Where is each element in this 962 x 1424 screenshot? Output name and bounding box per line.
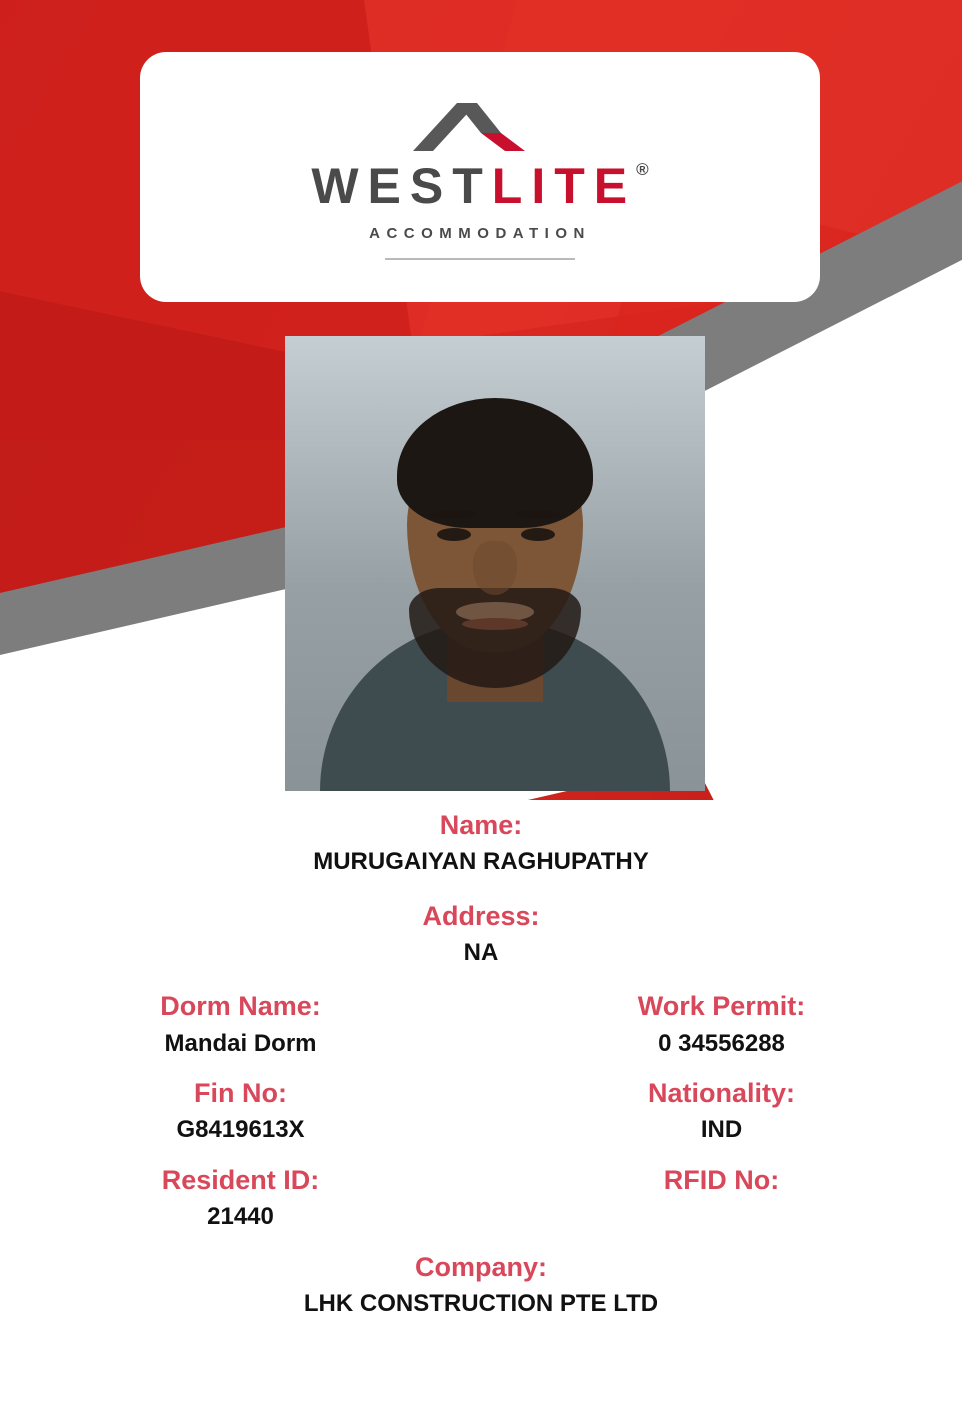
nationality-value: IND	[700, 1116, 743, 1144]
field-work-permit	[481, 987, 962, 1060]
address-label: Address:	[422, 900, 540, 931]
photo-mouth	[462, 618, 528, 630]
fin-no-label: Fin No:	[194, 1078, 287, 1109]
company-value: LHK CONSTRUCTION PTE LTD	[303, 1290, 659, 1318]
dorm-name-label: Dorm Name:	[160, 991, 321, 1022]
address-value: NA	[463, 938, 499, 966]
company-label: Company:	[414, 1252, 547, 1283]
photo-eye-right	[521, 528, 555, 541]
rfid-no-value	[481, 1200, 962, 1234]
resident-id-value: 21440	[207, 1203, 274, 1231]
spacer	[0, 973, 962, 987]
field-nationality	[481, 1074, 962, 1147]
name-label: Name:	[439, 810, 523, 840]
brand-subtitle: ACCOMMODATION	[369, 224, 591, 242]
logo-plate	[140, 52, 820, 302]
resident-photo	[285, 336, 705, 791]
westlite-roof-logo-icon	[405, 95, 555, 157]
wordmark-lite: LITE	[491, 157, 637, 214]
photo-nose	[473, 541, 517, 595]
brand-wordmark	[311, 157, 649, 214]
field-fin-no	[0, 1074, 481, 1147]
photo-eye-left	[437, 528, 471, 541]
details-row-3	[0, 1161, 962, 1248]
details-row-1	[0, 987, 962, 1074]
details-row-2	[0, 1074, 962, 1161]
dorm-name-value: Mandai Dorm	[164, 1029, 317, 1057]
rfid-no-label: RFID No:	[663, 1164, 780, 1195]
field-dorm-name	[0, 987, 481, 1060]
photo-eyebrow-left	[431, 510, 477, 519]
field-company	[0, 1248, 962, 1321]
photo-eyebrow-right	[515, 510, 561, 519]
work-permit-value: 0 34556288	[658, 1029, 785, 1057]
details-section	[0, 806, 962, 1325]
work-permit-label: Work Permit:	[637, 991, 806, 1022]
wordmark-west: WEST	[311, 157, 492, 214]
name-value: MURUGAIYAN RAGHUPATHY	[313, 848, 649, 876]
logo-divider	[385, 258, 575, 260]
field-name	[0, 806, 962, 879]
resident-id-label: Resident ID:	[161, 1164, 320, 1195]
registered-mark: ®	[636, 159, 649, 179]
field-resident-id	[0, 1161, 481, 1234]
field-rfid-no	[481, 1161, 962, 1234]
field-address	[0, 897, 962, 970]
nationality-label: Nationality:	[647, 1078, 795, 1109]
fin-no-value: G8419613X	[176, 1116, 305, 1144]
spacer	[0, 883, 962, 897]
